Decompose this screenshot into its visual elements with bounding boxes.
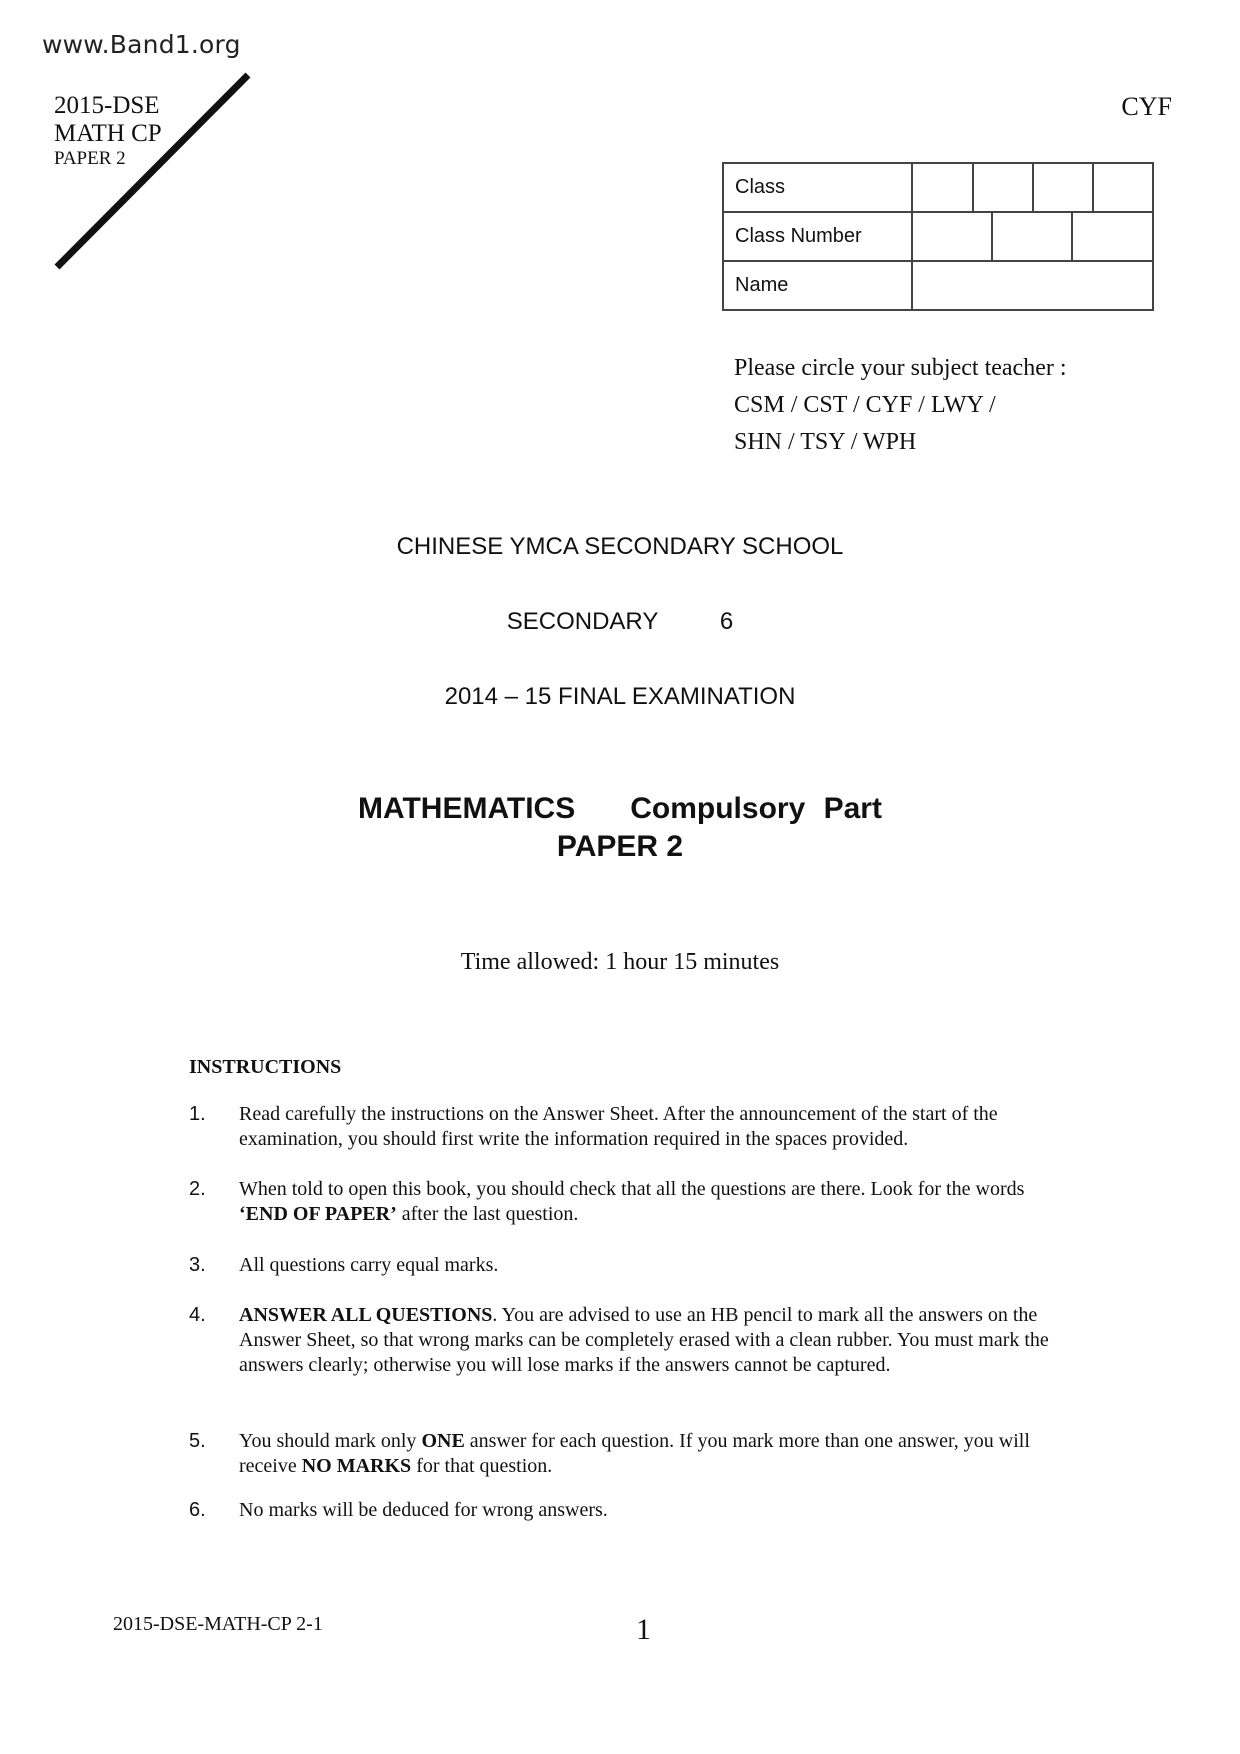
name-label: Name <box>723 261 912 310</box>
instruction-emphasis: ‘END OF PAPER’ <box>239 1203 397 1225</box>
instruction-number: 4. <box>189 1304 206 1326</box>
instructions-heading: INSTRUCTIONS <box>189 1056 342 1078</box>
class-number-field[interactable] <box>912 212 1153 261</box>
instruction-text <box>239 1253 1059 1278</box>
teacher-selection <box>734 350 1067 461</box>
instruction-emphasis: ANSWER ALL QUESTIONS <box>239 1304 493 1326</box>
instruction-number: 3. <box>189 1254 206 1276</box>
paper-code-block <box>54 92 162 170</box>
name-field[interactable] <box>912 261 1153 310</box>
class-box[interactable] <box>1032 164 1092 211</box>
instruction-item <box>189 1498 1059 1523</box>
instruction-text <box>239 1498 1059 1523</box>
instruction-text-run: answer for each question. If you mark more than one answer, you will receive <box>239 1430 1030 1477</box>
instruction-text-run: . You are advised to use an HB pencil to mark all the answers on the Answer Sheet, so that wrong marks can be completely erased with a clean rubber. You must mark the answers clearly; otherwise you will lose marks if the answers cannot be captured. <box>239 1304 1049 1376</box>
paper-code-year: 2015-DSE <box>54 92 160 119</box>
paper-title: PAPER 2 <box>556 830 684 863</box>
info-row-class-number <box>723 212 1153 261</box>
info-row-class <box>723 163 1153 212</box>
instruction-text <box>239 1303 1059 1378</box>
class-number-box[interactable] <box>913 213 991 260</box>
instruction-text <box>239 1102 1059 1152</box>
class-box[interactable] <box>972 164 1032 211</box>
instruction-number: 1. <box>189 1103 206 1125</box>
instruction-text-run: for that question. <box>411 1455 553 1477</box>
class-box[interactable] <box>1092 164 1152 211</box>
class-number-box[interactable] <box>1071 213 1150 260</box>
instruction-text-run: after the last question. <box>396 1203 579 1225</box>
paper-code-paper: PAPER 2 <box>54 148 126 169</box>
class-box[interactable] <box>913 164 972 211</box>
teacher-options-line-2[interactable]: SHN / TSY / WPH <box>734 429 917 455</box>
paper-code-subject: MATH CP <box>54 120 162 147</box>
form-level: SECONDARY 6 <box>506 608 734 635</box>
instruction-item <box>189 1303 1059 1378</box>
info-row-name <box>723 261 1153 310</box>
instruction-number: 6. <box>189 1499 206 1521</box>
page-number: 1 <box>636 1613 651 1646</box>
instruction-number: 2. <box>189 1178 206 1200</box>
instruction-item <box>189 1102 1059 1152</box>
teacher-options-line-1[interactable]: CSM / CST / CYF / LWY / <box>734 392 996 418</box>
instruction-text <box>239 1429 1059 1479</box>
teacher-prompt: Please circle your subject teacher : <box>734 355 1067 381</box>
instruction-emphasis: NO MARKS <box>301 1455 412 1477</box>
instruction-number: 5. <box>189 1430 206 1452</box>
instruction-item <box>189 1429 1059 1479</box>
teacher-code: CYF <box>1121 92 1172 121</box>
exam-title: 2014 – 15 FINAL EXAMINATION <box>444 683 796 710</box>
time-allowed: Time allowed: 1 hour 15 minutes <box>460 949 780 975</box>
website-watermark: www.Band1.org <box>42 30 241 59</box>
instruction-text-run: Read carefully the instructions on the Answer Sheet. After the announcement of the start of the examination, you should first write the information required in the spaces provided. <box>239 1103 998 1150</box>
class-field[interactable] <box>912 163 1153 212</box>
instruction-emphasis: ONE <box>421 1430 465 1452</box>
footer-paper-code: 2015-DSE-MATH-CP 2-1 <box>113 1613 323 1635</box>
class-number-box[interactable] <box>991 213 1071 260</box>
instruction-text-run: When told to open this book, you should check that all the questions are there. Look for the words <box>239 1178 1025 1200</box>
instruction-text-run: No marks will be deduced for wrong answers. <box>239 1499 608 1521</box>
subject-title: MATHEMATICS Compulsory Part <box>358 792 882 825</box>
instruction-text-run: You should mark only <box>239 1430 422 1452</box>
instruction-text <box>239 1177 1059 1227</box>
instruction-item <box>189 1253 1059 1278</box>
instruction-item <box>189 1177 1059 1227</box>
instruction-text-run: All questions carry equal marks. <box>239 1254 499 1276</box>
class-number-label: Class Number <box>723 212 912 261</box>
school-name: CHINESE YMCA SECONDARY SCHOOL <box>396 533 844 560</box>
class-label: Class <box>723 163 912 212</box>
student-info-table <box>722 162 1154 311</box>
